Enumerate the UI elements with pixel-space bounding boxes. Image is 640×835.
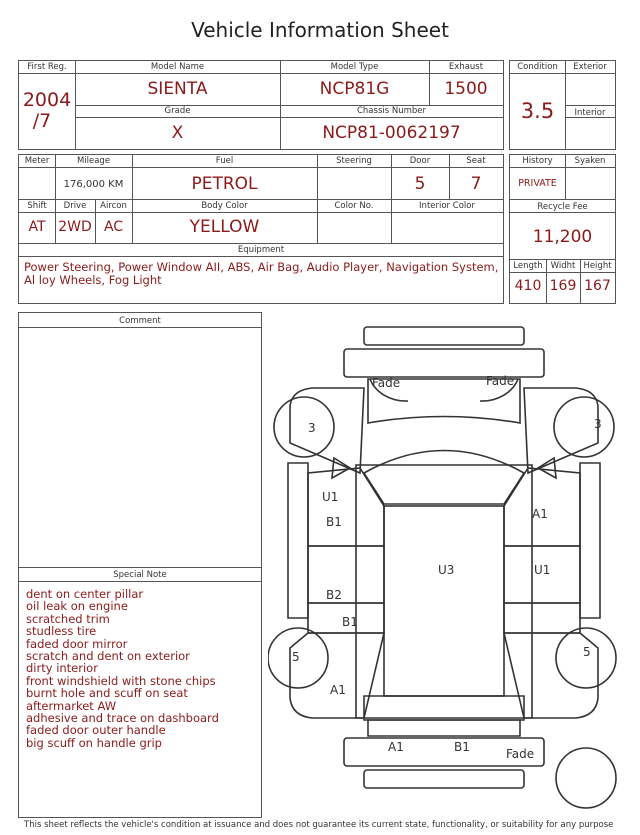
chassis-label: Chassis Number (356, 106, 427, 116)
seat-value: 7 (470, 174, 482, 194)
history-label: History (522, 156, 553, 166)
exhaust-label: Exhaust (448, 62, 484, 72)
recycle-fee-value: 11,200 (532, 227, 593, 247)
special-note-item: oil leak on engine (26, 599, 128, 614)
door-value: 5 (414, 174, 426, 194)
exhaust-value: 1500 (444, 79, 488, 99)
body-color-value: YELLOW (189, 217, 260, 237)
mark-fade-front-right: Fade (486, 374, 515, 388)
model-type-value: NCP81G (319, 79, 390, 99)
special-note-item: scratch and dent on exterior (26, 649, 190, 664)
seat-label: Seat (466, 156, 486, 166)
special-note-item: dent on center pillar (26, 587, 144, 601)
equipment-value: Power Steering, Power Window AII, ABS, Air Bag, Audio Player, Navigation System, Al loy Wheels, Fog Light (24, 260, 499, 287)
interior-label: Interior (574, 108, 606, 118)
mark-u3-roof: U3 (438, 563, 455, 577)
special-note-item: aftermarket AW (26, 698, 117, 713)
grade-value: X (171, 123, 184, 143)
disclaimer-footer: This sheet reflects the vehicle's condition at issuance and does not guarantee its current state, functionality, or suitability for any purpose (24, 820, 614, 830)
syaken-label: Syaken (574, 156, 606, 166)
special-note-item: front windshield with stone chips (26, 673, 216, 688)
mark-tire-rear-left: 5 (292, 650, 300, 664)
history-value: PRIVATE (518, 178, 557, 189)
drive-label: Drive (63, 201, 87, 211)
chassis-value: NCP81-0062197 (322, 123, 461, 143)
interior-color-label: Interior Color (419, 201, 475, 211)
steering-label: Steering (336, 156, 372, 166)
length-value: 410 (514, 278, 542, 294)
first-reg-year: 2004 (22, 89, 72, 111)
exterior-label: Exterior (573, 62, 607, 72)
mileage-label: Mileage (76, 156, 111, 166)
special-note-item: scratched trim (26, 611, 110, 626)
length-label: Length (513, 261, 543, 271)
width-label: Widht (550, 261, 576, 271)
condition-value: 3.5 (520, 99, 555, 123)
mark-u1-left: U1 (322, 490, 339, 504)
fuel-value: PETROL (191, 174, 258, 194)
mark-tire-rear-right: 5 (583, 645, 591, 659)
model-type-label: Model Type (330, 62, 379, 72)
mark-b2-left: B2 (326, 588, 342, 602)
special-note-item: dirty interior (26, 661, 98, 676)
mileage-value: 176,000 KM (63, 179, 124, 190)
mark-a1-bumper: A1 (388, 740, 404, 754)
meter-label: Meter (24, 156, 50, 166)
mark-b1-bumper: B1 (454, 740, 470, 754)
page-title: Vehicle Information Sheet (191, 18, 449, 42)
aircon-label: Aircon (100, 201, 127, 211)
width-value: 169 (549, 278, 577, 294)
first-reg-month: /7 (32, 110, 52, 132)
history-block (509, 154, 616, 304)
comment-panel (18, 312, 262, 818)
comment-label: Comment (119, 316, 161, 326)
grade-label: Grade (164, 106, 191, 116)
mark-b1-left-pillar: B1 (326, 515, 342, 529)
recycle-fee-label: Recycle Fee (537, 202, 588, 212)
mark-u1-right: U1 (534, 563, 551, 577)
mark-b1-left-rocker: B1 (342, 615, 358, 629)
shift-label: Shift (27, 201, 47, 211)
height-value: 167 (584, 278, 611, 294)
special-note-item: adhesive and trace on dashboard (26, 711, 219, 726)
mark-fade-rear: Fade (506, 747, 535, 761)
equipment-label: Equipment (237, 245, 285, 255)
mark-tire-front-right: 3 (594, 417, 602, 431)
mark-a1-left-rear: A1 (330, 683, 346, 697)
drive-value: 2WD (58, 219, 92, 235)
special-note-list (26, 588, 258, 749)
mark-tire-front-left: 3 (308, 421, 316, 435)
special-note-item: faded door outer handle (26, 723, 166, 738)
special-note-item: burnt hole and scuff on seat (26, 686, 188, 701)
shift-value: AT (28, 219, 46, 235)
mark-a1-right: A1 (532, 507, 548, 521)
body-color-label: Body Color (201, 201, 248, 211)
vehicle-damage-diagram (268, 318, 620, 818)
condition-block (509, 60, 616, 150)
specs-block (18, 154, 504, 304)
special-note-label: Special Note (113, 570, 167, 580)
model-name-value: SIENTA (147, 79, 208, 99)
special-note-item: big scuff on handle grip (26, 735, 162, 750)
model-name-label: Model Name (150, 62, 205, 72)
height-label: Height (583, 261, 612, 271)
door-label: Door (409, 156, 431, 166)
first-reg-label: First Reg. (27, 62, 67, 72)
aircon-value: AC (103, 219, 124, 235)
header-block (18, 60, 504, 150)
special-note-item: studless tire (26, 624, 97, 639)
color-no-label: Color No. (334, 201, 374, 211)
special-note-item: faded door mirror (26, 636, 128, 651)
condition-label: Condition (517, 62, 558, 72)
mark-fade-front-left: Fade (372, 376, 401, 390)
fuel-label: Fuel (215, 156, 234, 166)
